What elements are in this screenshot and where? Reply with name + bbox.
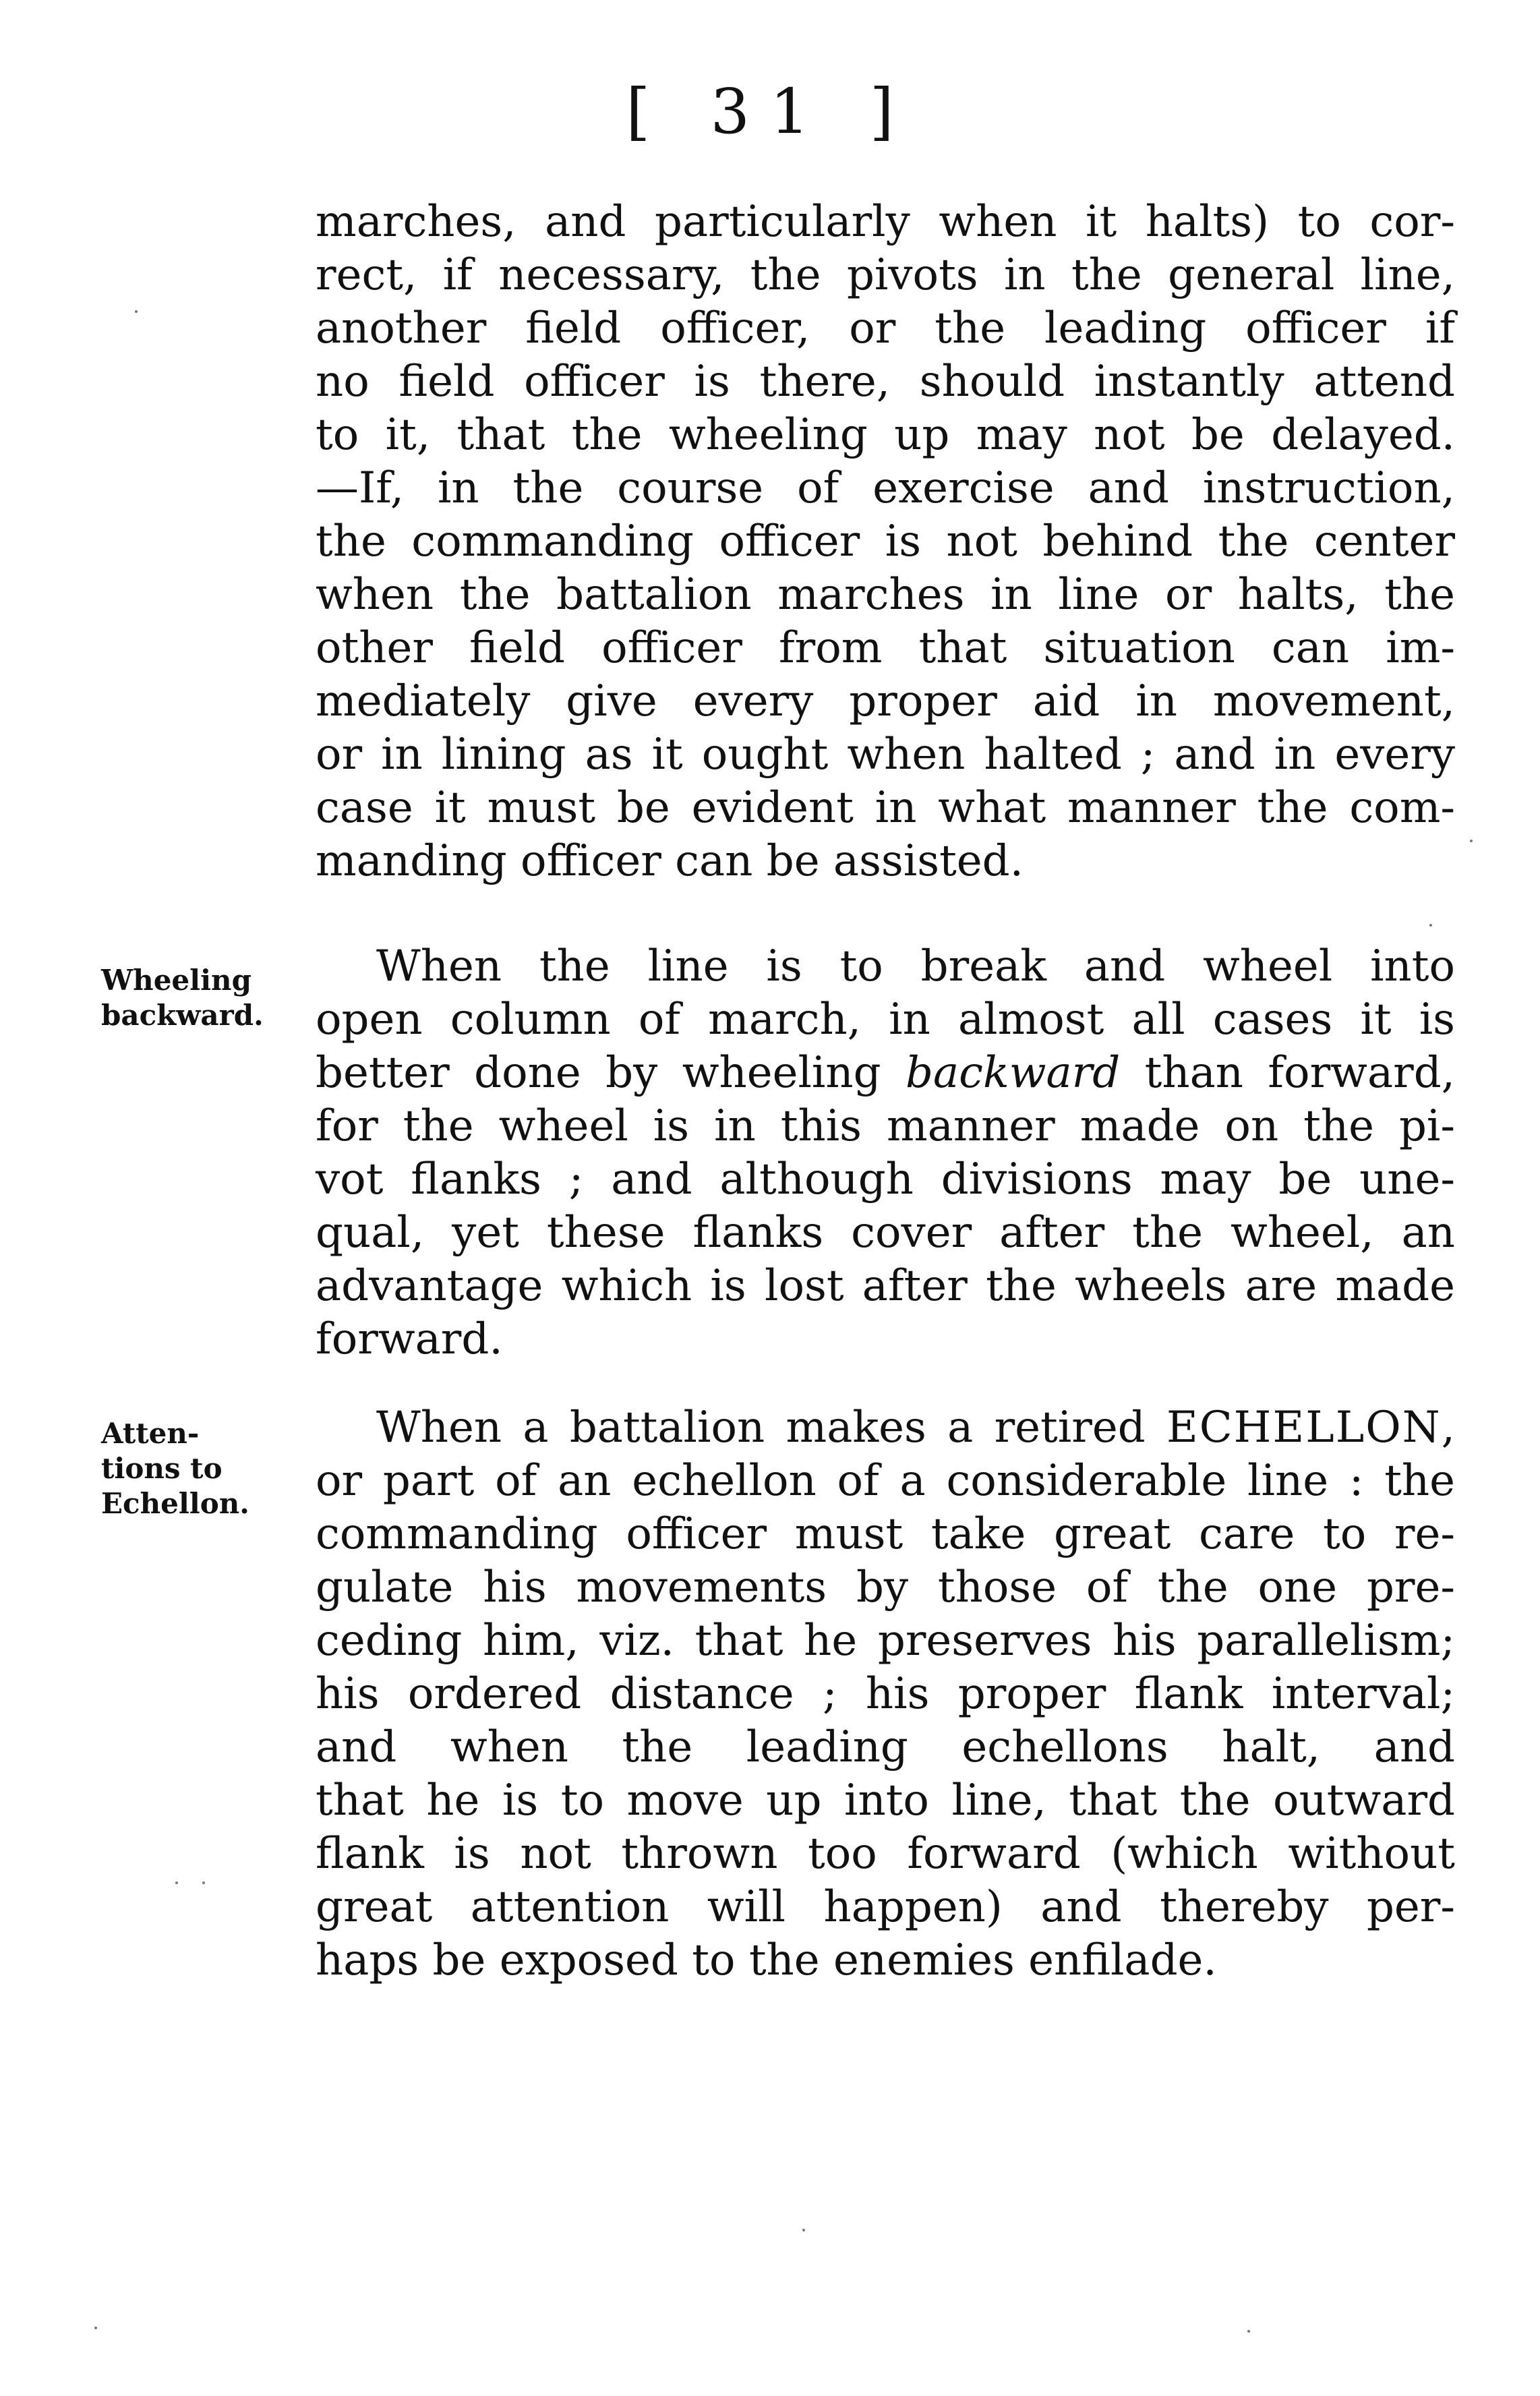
text-line: —If, in the course of exercise and instruction,	[316, 463, 1455, 513]
page-number: [ 31 ]	[626, 76, 914, 148]
text-line: or in lining as it ought when halted ; and in every	[316, 730, 1455, 780]
text-line: commanding officer must take great care to re-	[316, 1509, 1455, 1559]
scan-speck	[202, 1881, 205, 1884]
text-line: When the line is to break and wheel into	[376, 941, 1455, 991]
scan-speck	[1247, 2330, 1250, 2333]
small-caps-term: ECHELLON	[1166, 1403, 1442, 1453]
text-line: mediately give every proper aid in movement,	[316, 676, 1455, 726]
text-line: that he is to move up into line, that the outward	[316, 1776, 1455, 1825]
margin-note-wheeling	[101, 963, 303, 1033]
text-line: another field officer, or the leading officer if	[316, 303, 1455, 353]
text-line: the commanding officer is not behind the center	[316, 517, 1455, 566]
text-line: and when the leading echellons halt, and	[316, 1722, 1455, 1772]
italic-term: backward	[905, 1048, 1121, 1098]
paragraph-2	[316, 940, 1455, 1366]
margin-note-line: Wheeling	[101, 964, 251, 997]
text-line: other field officer from that situation can im-	[316, 623, 1455, 673]
text-line: rect, if necessary, the pivots in the general line,	[316, 250, 1455, 300]
text-line: no field officer is there, should instantly attend	[316, 357, 1455, 407]
text-line: marches, and particularly when it halts) to cor-	[316, 197, 1455, 247]
scan-speck	[802, 2229, 805, 2231]
scan-speck	[135, 310, 138, 313]
text-line: better done by wheeling backward than forward,	[316, 1048, 1455, 1098]
text-line: manding officer can be assisted.	[316, 836, 1024, 886]
text-line: for the wheel is in this manner made on the pi-	[316, 1101, 1455, 1151]
text-line: vot flanks ; and although divisions may be une-	[316, 1155, 1455, 1204]
text-line: When a battalion makes a retired ECHELLON,	[376, 1403, 1455, 1453]
text-line: when the battalion marches in line or halts, the	[316, 570, 1455, 620]
scan-speck	[94, 2327, 97, 2329]
paragraph-1	[316, 196, 1455, 888]
text-line: qual, yet these flanks cover after the wheel, an	[316, 1208, 1455, 1258]
text-line: to it, that the wheeling up may not be delayed.	[316, 410, 1455, 460]
text-line: flank is not thrown too forward (which without	[316, 1829, 1455, 1879]
text-line: open column of march, in almost all cases it is	[316, 995, 1455, 1045]
margin-note-attentions	[101, 1416, 303, 1521]
text-line: ceding him, viz. that he preserves his parallelism;	[316, 1616, 1455, 1666]
text-line: forward.	[316, 1314, 503, 1364]
text-line: haps be exposed to the enemies enfilade.	[316, 1935, 1217, 1985]
margin-note-line: Atten-	[101, 1417, 200, 1450]
text-line: or part of an echellon of a considerable line : the	[316, 1456, 1455, 1506]
text-line: great attention will happen) and thereby per-	[316, 1882, 1455, 1932]
text-line: gulate his movements by those of the one pre-	[316, 1562, 1455, 1612]
margin-note-line: Echellon.	[101, 1487, 249, 1520]
text-line: advantage which is lost after the wheels are made	[316, 1261, 1455, 1311]
margin-note-line: tions to	[101, 1452, 223, 1485]
text-line: his ordered distance ; his proper flank interval;	[316, 1669, 1455, 1719]
scan-speck	[1470, 840, 1473, 842]
scan-speck	[1429, 924, 1432, 927]
paragraph-3	[316, 1401, 1455, 1987]
margin-note-line: backward.	[101, 999, 264, 1032]
text-line: case it must be evident in what manner the com-	[316, 783, 1455, 833]
scan-speck	[175, 1881, 178, 1884]
